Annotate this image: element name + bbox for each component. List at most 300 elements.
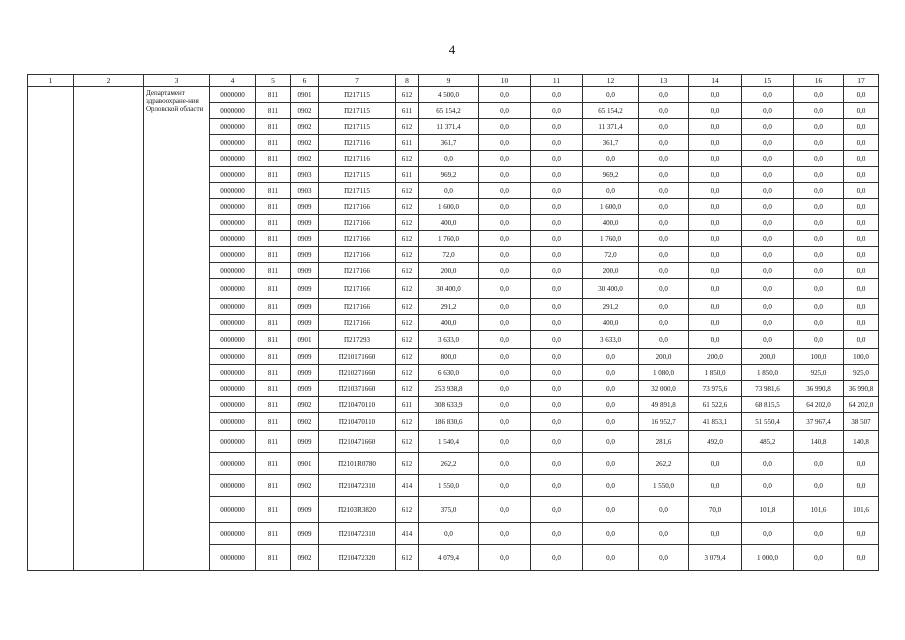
table-cell: 0,0: [794, 135, 844, 151]
table-cell: 611: [396, 135, 419, 151]
table-cell: 0,0: [844, 167, 879, 183]
table-cell: 0,0: [844, 119, 879, 135]
table-cell: 65 154,2: [419, 103, 479, 119]
table-cell: 253 938,8: [419, 381, 479, 397]
column-header: 10: [479, 75, 531, 87]
table-cell: 811: [256, 397, 291, 413]
table-cell: П210472310: [319, 475, 396, 497]
table-cell: 1 540,4: [419, 431, 479, 453]
table-cell: 101,8: [742, 497, 794, 523]
table-body: [28, 75, 879, 571]
table-cell: 0,0: [583, 349, 639, 365]
table-cell: 612: [396, 247, 419, 263]
table-cell: 0,0: [689, 523, 742, 545]
table-cell: 375,0: [419, 497, 479, 523]
table-cell: П210472320: [319, 545, 396, 571]
table-cell: 0,0: [479, 263, 531, 279]
table-cell: 811: [256, 263, 291, 279]
table-cell: 0,0: [794, 215, 844, 231]
table-cell: 0,0: [531, 151, 583, 167]
table-cell: 0000000: [210, 103, 256, 119]
table-cell: 1 000,0: [742, 545, 794, 571]
table-cell: 0,0: [794, 87, 844, 103]
table-cell: 0,0: [639, 231, 689, 247]
table-cell: 0,0: [479, 365, 531, 381]
table-cell: 0,0: [689, 475, 742, 497]
table-cell: 0,0: [689, 299, 742, 315]
table-cell: 0,0: [531, 215, 583, 231]
table-cell: 0,0: [583, 523, 639, 545]
table-cell: П217166: [319, 231, 396, 247]
table-cell: П217166: [319, 247, 396, 263]
table-cell: 0,0: [844, 263, 879, 279]
table-cell: П210470110: [319, 397, 396, 413]
table-cell: 0,0: [844, 453, 879, 475]
table-cell: 0,0: [531, 247, 583, 263]
table-cell: 811: [256, 413, 291, 431]
table-cell: П217116: [319, 135, 396, 151]
table-cell: 0902: [291, 475, 319, 497]
table-cell: 0000000: [210, 247, 256, 263]
column-header: 8: [396, 75, 419, 87]
table-cell: 0,0: [583, 431, 639, 453]
table-cell: 925,0: [844, 365, 879, 381]
table-cell: 36 990,8: [844, 381, 879, 397]
table-cell: П2103R3820: [319, 497, 396, 523]
table-cell: 0,0: [689, 135, 742, 151]
table-cell: 1 850,0: [742, 365, 794, 381]
table-cell: 0,0: [583, 381, 639, 397]
table-cell: 0,0: [794, 231, 844, 247]
table-cell: 0,0: [742, 103, 794, 119]
table-cell: 612: [396, 87, 419, 103]
table-cell: 0,0: [844, 331, 879, 349]
table-cell: 0,0: [844, 231, 879, 247]
table-cell: 0,0: [639, 263, 689, 279]
table-cell: 0909: [291, 431, 319, 453]
table-cell: 38 507: [844, 413, 879, 431]
table-cell: 0,0: [531, 87, 583, 103]
table-cell: 0,0: [479, 119, 531, 135]
table-cell: 0909: [291, 523, 319, 545]
table-cell: 0902: [291, 151, 319, 167]
table-cell: П217115: [319, 87, 396, 103]
table-cell: 0,0: [844, 183, 879, 199]
table-cell: 0,0: [583, 475, 639, 497]
table-cell: 0,0: [794, 263, 844, 279]
table-cell: 0,0: [531, 349, 583, 365]
table-cell: 0,0: [742, 231, 794, 247]
table-cell: 72,0: [419, 247, 479, 263]
table-cell: 811: [256, 381, 291, 397]
table-cell: 0,0: [742, 119, 794, 135]
table-cell: 811: [256, 279, 291, 299]
table-cell: 0,0: [479, 523, 531, 545]
table-cell: 4 500,0: [419, 87, 479, 103]
table-cell: 0000000: [210, 299, 256, 315]
table-cell: 0,0: [689, 199, 742, 215]
table-cell: 262,2: [639, 453, 689, 475]
table-cell: 0,0: [479, 167, 531, 183]
budget-table: [27, 74, 879, 571]
table-cell: 361,7: [583, 135, 639, 151]
table-cell: 140,8: [794, 431, 844, 453]
table-cell: 262,2: [419, 453, 479, 475]
table-cell: 611: [396, 167, 419, 183]
table-cell: 611: [396, 103, 419, 119]
table-cell: 811: [256, 151, 291, 167]
table-cell: 0,0: [689, 331, 742, 349]
table-cell: П217166: [319, 299, 396, 315]
table-cell: 811: [256, 315, 291, 331]
table-cell: 0,0: [639, 183, 689, 199]
table-cell: 0,0: [479, 151, 531, 167]
table-cell: 0,0: [794, 167, 844, 183]
table-cell: 0000000: [210, 413, 256, 431]
column-header: 15: [742, 75, 794, 87]
table-cell: П217115: [319, 167, 396, 183]
table-cell: 800,0: [419, 349, 479, 365]
table-cell: 811: [256, 215, 291, 231]
table-cell: 0,0: [583, 413, 639, 431]
table-cell: 0,0: [531, 167, 583, 183]
table-cell: П217166: [319, 199, 396, 215]
table-cell: 400,0: [419, 315, 479, 331]
table-cell: 0,0: [844, 135, 879, 151]
table-cell: 0,0: [583, 545, 639, 571]
table-cell: 0,0: [531, 199, 583, 215]
table-cell: 281,6: [639, 431, 689, 453]
table-cell: 0000000: [210, 167, 256, 183]
table-cell: 200,0: [639, 349, 689, 365]
table-cell: 1 760,0: [583, 231, 639, 247]
table-cell: 0,0: [844, 151, 879, 167]
table-cell: 811: [256, 523, 291, 545]
table-cell: 0,0: [479, 397, 531, 413]
table-cell: 0,0: [742, 523, 794, 545]
table-cell: П217293: [319, 331, 396, 349]
table-cell: 612: [396, 151, 419, 167]
table-cell: 101,6: [844, 497, 879, 523]
table-cell: 0,0: [531, 119, 583, 135]
table-cell: 0,0: [639, 151, 689, 167]
table-cell: 0,0: [639, 331, 689, 349]
table-cell: 73 981,6: [742, 381, 794, 397]
table-cell: 0902: [291, 413, 319, 431]
column-header: 4: [210, 75, 256, 87]
table-cell: 16 952,7: [639, 413, 689, 431]
table-cell: 0,0: [639, 199, 689, 215]
table-cell: 0,0: [639, 167, 689, 183]
table-cell: 811: [256, 167, 291, 183]
table-cell: 811: [256, 331, 291, 349]
table-cell: 0,0: [479, 231, 531, 247]
table-cell: 811: [256, 365, 291, 381]
table-cell: 0,0: [639, 119, 689, 135]
table-cell: 0,0: [742, 183, 794, 199]
table-cell: 0,0: [689, 315, 742, 331]
table-cell: 200,0: [742, 349, 794, 365]
table-cell: 0,0: [583, 87, 639, 103]
table-cell: 1 550,0: [639, 475, 689, 497]
table-cell: 0000000: [210, 315, 256, 331]
table-cell: 811: [256, 453, 291, 475]
table-cell: 37 967,4: [794, 413, 844, 431]
table-cell: 811: [256, 247, 291, 263]
table-cell: 0,0: [742, 331, 794, 349]
table-cell: 811: [256, 349, 291, 365]
table-cell: 0,0: [742, 299, 794, 315]
table-cell: П217115: [319, 103, 396, 119]
table-cell: 100,0: [844, 349, 879, 365]
table-cell: 0909: [291, 279, 319, 299]
table-cell: 1 550,0: [419, 475, 479, 497]
table-cell: 0000000: [210, 199, 256, 215]
table-cell: 0,0: [844, 299, 879, 315]
table-cell: 485,2: [742, 431, 794, 453]
table-cell: 811: [256, 475, 291, 497]
table-cell: 612: [396, 279, 419, 299]
table-cell: 0,0: [794, 151, 844, 167]
table-cell: 0,0: [844, 545, 879, 571]
column-header: 2: [74, 75, 144, 87]
table-cell: 612: [396, 231, 419, 247]
table-cell: 612: [396, 263, 419, 279]
table-cell: 30 400,0: [583, 279, 639, 299]
table-cell: 4 079,4: [419, 545, 479, 571]
table-cell: 291,2: [583, 299, 639, 315]
table-cell: П217166: [319, 215, 396, 231]
table-cell: 0000000: [210, 215, 256, 231]
table-cell: 0901: [291, 87, 319, 103]
table-cell: 0,0: [531, 365, 583, 381]
table-cell: 0,0: [531, 279, 583, 299]
table-cell: 0,0: [531, 431, 583, 453]
table-cell: 61 522,6: [689, 397, 742, 413]
table-cell: 0,0: [419, 183, 479, 199]
table-cell: 0000000: [210, 545, 256, 571]
table-cell: 414: [396, 475, 419, 497]
table-cell: 0909: [291, 315, 319, 331]
table-cell: 0902: [291, 397, 319, 413]
header-row: [28, 75, 879, 87]
table-cell: 0,0: [479, 381, 531, 397]
table-cell: 612: [396, 183, 419, 199]
table-cell: 0,0: [844, 279, 879, 299]
table-cell: 400,0: [583, 215, 639, 231]
table-cell: 361,7: [419, 135, 479, 151]
table-cell: 0,0: [419, 151, 479, 167]
table-cell: 0,0: [794, 199, 844, 215]
table-cell: 811: [256, 103, 291, 119]
table-cell: 0901: [291, 453, 319, 475]
table-cell: 0,0: [531, 263, 583, 279]
table-cell: 0,0: [742, 315, 794, 331]
table-cell: П210472310: [319, 523, 396, 545]
table-cell: 611: [396, 397, 419, 413]
table-cell: 0000000: [210, 279, 256, 299]
table-cell: П217116: [319, 151, 396, 167]
table-cell: 0,0: [794, 523, 844, 545]
table-cell: 0,0: [639, 279, 689, 299]
table-cell: 0903: [291, 183, 319, 199]
table-cell: 0,0: [531, 475, 583, 497]
table-cell: 0,0: [639, 299, 689, 315]
table-cell: 72,0: [583, 247, 639, 263]
table-cell: 0,0: [479, 497, 531, 523]
table-cell: 49 891,8: [639, 397, 689, 413]
table-cell: П217166: [319, 263, 396, 279]
table-cell: 811: [256, 135, 291, 151]
table-cell: 0,0: [479, 215, 531, 231]
table-cell: 0909: [291, 299, 319, 315]
table-cell: 0,0: [479, 315, 531, 331]
table-cell: 0,0: [479, 349, 531, 365]
table-cell: 811: [256, 87, 291, 103]
table-cell: П210171660: [319, 349, 396, 365]
page-number: 4: [448, 42, 456, 57]
table-cell: 0,0: [639, 215, 689, 231]
column-header: 11: [531, 75, 583, 87]
table-cell: 612: [396, 413, 419, 431]
department-cell: Департамент здравоохране-ния Орловской области: [144, 87, 210, 571]
table-cell: П210471660: [319, 431, 396, 453]
table-cell: 0909: [291, 215, 319, 231]
table-cell: 811: [256, 183, 291, 199]
table-cell: 0,0: [479, 199, 531, 215]
table-cell: 0,0: [689, 167, 742, 183]
table-cell: 0,0: [794, 279, 844, 299]
table-cell: 612: [396, 199, 419, 215]
table-cell: 0,0: [742, 453, 794, 475]
table-cell: 612: [396, 497, 419, 523]
table-cell: 0000000: [210, 475, 256, 497]
table-cell: 0909: [291, 349, 319, 365]
column-header: 12: [583, 75, 639, 87]
table-cell: 73 975,6: [689, 381, 742, 397]
table-cell: 0,0: [479, 135, 531, 151]
table-cell: 0,0: [479, 279, 531, 299]
table-cell: 612: [396, 119, 419, 135]
table-cell: 0909: [291, 497, 319, 523]
table-cell: 0,0: [844, 247, 879, 263]
table-cell: 0,0: [844, 523, 879, 545]
table-cell: 30 400,0: [419, 279, 479, 299]
table-cell: 0,0: [531, 331, 583, 349]
table-cell: 0000000: [210, 349, 256, 365]
table-cell: 612: [396, 331, 419, 349]
table-cell: 140,8: [844, 431, 879, 453]
table-cell: 1 600,0: [583, 199, 639, 215]
table-cell: 0,0: [583, 151, 639, 167]
table-cell: 0,0: [689, 231, 742, 247]
table-row: [28, 87, 879, 103]
column-header: 16: [794, 75, 844, 87]
table-cell: 612: [396, 315, 419, 331]
table-cell: 6 630,0: [419, 365, 479, 381]
table-cell: 0,0: [742, 199, 794, 215]
table-cell: 811: [256, 299, 291, 315]
table-cell: 0,0: [531, 299, 583, 315]
column-header: 1: [28, 75, 74, 87]
table-cell: 0,0: [479, 183, 531, 199]
table-cell: 0,0: [531, 381, 583, 397]
table-cell: 0,0: [639, 497, 689, 523]
table-cell: 0,0: [742, 87, 794, 103]
table-cell: 70,0: [689, 497, 742, 523]
table-cell: 0902: [291, 135, 319, 151]
table-cell: 0,0: [583, 497, 639, 523]
table-cell: 0,0: [689, 103, 742, 119]
table-cell: 0,0: [639, 103, 689, 119]
table-cell: 0,0: [639, 87, 689, 103]
table-cell: 68 815,5: [742, 397, 794, 413]
table-cell: 0,0: [583, 365, 639, 381]
table-cell: 1 600,0: [419, 199, 479, 215]
table-cell: 100,0: [794, 349, 844, 365]
table-cell: 0902: [291, 119, 319, 135]
column-header: 3: [144, 75, 210, 87]
table-cell: 0,0: [794, 103, 844, 119]
table-cell: 0,0: [639, 315, 689, 331]
table-cell: 0,0: [479, 545, 531, 571]
table-cell: 0000000: [210, 497, 256, 523]
table-cell: 0,0: [531, 413, 583, 431]
table-cell: 0,0: [419, 523, 479, 545]
table-cell: 36 990,8: [794, 381, 844, 397]
table-cell: 0000000: [210, 381, 256, 397]
table-cell: 400,0: [419, 215, 479, 231]
table-cell: 0909: [291, 199, 319, 215]
table-cell: П210271660: [319, 365, 396, 381]
column-header: 7: [319, 75, 396, 87]
table-cell: 0000000: [210, 331, 256, 349]
table-cell: 0,0: [844, 87, 879, 103]
table-cell: 0,0: [479, 103, 531, 119]
table-cell: 0,0: [479, 331, 531, 349]
table-cell: 400,0: [583, 315, 639, 331]
table-cell: 0,0: [742, 167, 794, 183]
table-cell: 811: [256, 545, 291, 571]
table-cell: 0,0: [479, 475, 531, 497]
table-cell: 0000000: [210, 231, 256, 247]
table-cell: 1 760,0: [419, 231, 479, 247]
table-cell: П217115: [319, 119, 396, 135]
table-cell: 0,0: [583, 397, 639, 413]
table-cell: 0000000: [210, 365, 256, 381]
table-cell: 0,0: [742, 279, 794, 299]
table-cell: 0,0: [531, 231, 583, 247]
table-cell: 811: [256, 431, 291, 453]
table-cell: 0000000: [210, 119, 256, 135]
table-cell: 0,0: [689, 215, 742, 231]
table-cell: 612: [396, 349, 419, 365]
table-cell: 0000000: [210, 523, 256, 545]
table-cell: 0000000: [210, 183, 256, 199]
table-cell: 811: [256, 231, 291, 247]
table-cell: 0000000: [210, 453, 256, 475]
table-cell: 0,0: [742, 263, 794, 279]
table-cell: 612: [396, 453, 419, 475]
table-cell: 612: [396, 215, 419, 231]
table-cell: 0,0: [844, 199, 879, 215]
table-cell: 1 850,0: [689, 365, 742, 381]
table-cell: 0,0: [689, 453, 742, 475]
table-cell: 0,0: [689, 119, 742, 135]
table-cell: 0,0: [639, 135, 689, 151]
table-cell: 0,0: [742, 475, 794, 497]
table-cell: 0,0: [844, 475, 879, 497]
